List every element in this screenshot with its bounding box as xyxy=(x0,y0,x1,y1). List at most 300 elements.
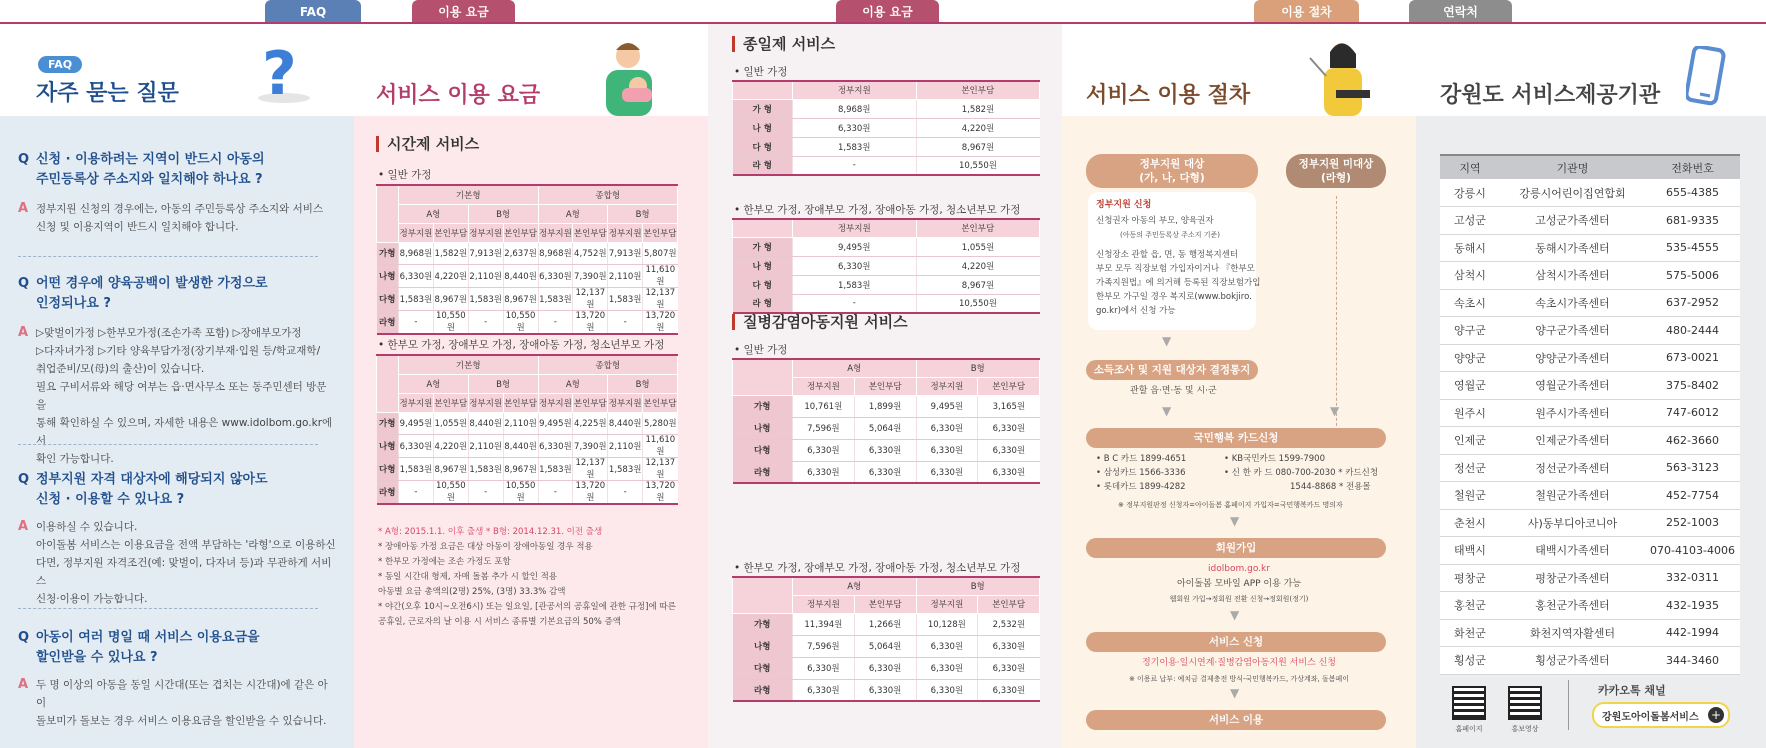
table-cell: 홍천군 xyxy=(1440,592,1500,620)
table-row xyxy=(377,185,678,204)
a-mark: A xyxy=(18,519,29,534)
table-cell: 나형 xyxy=(733,417,793,439)
q-mark: Q xyxy=(18,630,30,645)
table-header: A형 xyxy=(793,359,917,377)
table-cell: 4,220원 xyxy=(433,434,468,457)
table-cell: 6,330원 xyxy=(793,657,855,679)
table-cell: 다형 xyxy=(377,457,399,480)
table-header: 정부지원 xyxy=(608,223,643,242)
a-line: 통해 확인하실 수 있으며, 자세한 내용은 www.idolbom.go.kr에서 xyxy=(36,417,333,447)
table-cell: 화천군 xyxy=(1440,619,1500,647)
table-cell: 2,110원 xyxy=(503,412,538,434)
table-cell: 6,330원 xyxy=(854,439,916,461)
table-cell: 인제군 xyxy=(1440,427,1500,455)
table-cell: 영월군 xyxy=(1440,372,1500,400)
table-header: 본인부담 xyxy=(978,377,1040,395)
q-line: 어떤 경우에 양육공백이 발생한 가정으로 xyxy=(36,276,268,291)
note-4: * 동일 시간대 형제, 자매 돌봄 추가 시 할인 적용 xyxy=(378,572,558,582)
contact-header xyxy=(1416,24,1766,116)
table-cell: 10,550원 xyxy=(433,310,468,334)
table-cell: 2,637원 xyxy=(503,242,538,264)
a-line: 아이돌봄 서비스는 이용요금을 전액 부담하는 '라형'으로 이용하신 xyxy=(36,539,336,551)
table-cell: - xyxy=(468,480,503,504)
table-header: 종합형 xyxy=(538,185,678,204)
table-header: 전화번호 xyxy=(1645,155,1740,179)
card-line: • 신 한 카 드 080-700-2030 * 카드신청 xyxy=(1224,468,1379,478)
table-cell: 10,128원 xyxy=(916,613,978,635)
table-row xyxy=(733,613,1040,635)
table-cell: 655-4385 xyxy=(1645,179,1740,207)
table-cell: 12,137원 xyxy=(573,457,608,480)
table-cell: 3,165원 xyxy=(978,395,1040,417)
table-header: 정부지원 xyxy=(793,377,855,395)
table-row xyxy=(733,256,1040,275)
table-cell: 나 형 xyxy=(733,118,793,137)
table-cell: 10,550원 xyxy=(433,480,468,504)
faq-panel xyxy=(0,24,354,748)
table-header: 본인부담 xyxy=(916,219,1040,237)
a-line: 신청 및 이용지역이 반드시 일치해야 합니다. xyxy=(36,221,239,233)
table-header: 본인부담 xyxy=(643,393,678,412)
table-row xyxy=(1440,509,1740,537)
table-cell: 삼척시가족센터 xyxy=(1500,262,1645,290)
table-cell: 8,967원 xyxy=(433,287,468,310)
table-header: B형 xyxy=(608,374,678,393)
table-cell: 다형 xyxy=(733,657,793,679)
table-header: 본인부담 xyxy=(854,377,916,395)
table-cell: 홍천군가족센터 xyxy=(1500,592,1645,620)
table-cell: 13,720원 xyxy=(643,310,678,334)
table-cell: 나형 xyxy=(377,264,399,287)
table-cell: 라형 xyxy=(733,679,793,701)
table-cell: 6,330원 xyxy=(916,635,978,657)
a-mark: A xyxy=(18,677,29,692)
faq-badge: FAQ xyxy=(38,56,82,73)
table-row xyxy=(377,457,678,480)
table-row xyxy=(1440,564,1740,592)
question-mark-icon xyxy=(252,38,312,104)
apply-line: 한부모 가구일 경우 복지로(www.bokjiro. xyxy=(1096,292,1252,302)
table-cell: 양양군가족센터 xyxy=(1500,344,1645,372)
table-header xyxy=(733,359,793,395)
table-row xyxy=(733,439,1040,461)
svg-text:?: ? xyxy=(262,39,297,104)
fee-header xyxy=(354,24,708,116)
faq-title: 자주 묻는 질문 xyxy=(36,81,179,106)
table-cell: 8,967원 xyxy=(503,457,538,480)
table-header: 본인부담 xyxy=(854,595,916,613)
kakao-button-label: 강원도아이돌봄서비스 xyxy=(1602,712,1699,723)
table-cell: 6,330원 xyxy=(854,461,916,483)
table-header: 본인부담 xyxy=(433,223,468,242)
tab-contact[interactable]: 연락처 xyxy=(1409,0,1512,24)
table-cell: 가형 xyxy=(377,242,399,264)
table-row xyxy=(1440,482,1740,510)
table-cell: 9,495원 xyxy=(916,395,978,417)
a-mark: A xyxy=(18,201,29,216)
note-6: * 야간(오후 10시~오전6시) 또는 일요일, [관공서의 공휴일에 관한 규정]에 따른 xyxy=(378,602,676,612)
table-cell: 1,055원 xyxy=(433,412,468,434)
note-3: * 한부모 가정에는 조손 가정도 포함 xyxy=(378,557,511,567)
table-cell: 원주시가족센터 xyxy=(1500,399,1645,427)
table-row xyxy=(733,81,1040,99)
table-row xyxy=(733,219,1040,237)
table-cell: 고성군가족센터 xyxy=(1500,207,1645,235)
table-cell: 강릉시어린이집연합회 xyxy=(1500,179,1645,207)
procedure-panel xyxy=(1062,24,1416,748)
gov-support-target xyxy=(1086,154,1258,188)
table-row xyxy=(733,294,1040,313)
income-check-step: 소득조사 및 지원 대상자 결정통지 xyxy=(1086,360,1258,380)
table-cell: 6,330원 xyxy=(916,657,978,679)
table-cell: 원주시 xyxy=(1440,399,1500,427)
table-header: B형 xyxy=(468,204,538,223)
table-row xyxy=(1440,317,1740,345)
table-cell: 070-4103-4006 xyxy=(1645,537,1740,565)
table-cell: 6,330원 xyxy=(854,657,916,679)
full-day-table-special xyxy=(732,218,1040,314)
q-line: 할인받을 수 있나요 ? xyxy=(36,650,158,665)
hourly-service-title: 시간제 서비스 xyxy=(376,136,479,152)
table-header: 정부지원 xyxy=(793,81,917,99)
table-cell: 332-0311 xyxy=(1645,564,1740,592)
table-cell: - xyxy=(793,294,917,313)
table-cell: 1,583원 xyxy=(608,287,643,310)
table-cell: 양양군 xyxy=(1440,344,1500,372)
table-row xyxy=(1440,592,1740,620)
table-cell: 6,330원 xyxy=(978,461,1040,483)
table-cell: 462-3660 xyxy=(1645,427,1740,455)
table-cell: 1,055원 xyxy=(916,237,1040,256)
note-5: 아동별 요금 총액의(2명) 25%, (3명) 33.3% 감액 xyxy=(378,587,566,597)
chevron-down-icon: ▼ xyxy=(1230,686,1240,700)
table-cell: 속초시 xyxy=(1440,289,1500,317)
table-cell: 535-4555 xyxy=(1645,234,1740,262)
table-cell: 6,330원 xyxy=(978,635,1040,657)
table-cell: 5,807원 xyxy=(643,242,678,264)
table-cell: 375-8402 xyxy=(1645,372,1740,400)
table-cell: 8,967원 xyxy=(916,275,1040,294)
table-header: A형 xyxy=(793,577,917,595)
card-line: • B C 카드 1899-4651 xyxy=(1096,454,1187,464)
chevron-down-icon: ▼ xyxy=(1230,608,1240,622)
table-cell: 1,583원 xyxy=(538,457,573,480)
table-cell: 화천지역자활센터 xyxy=(1500,619,1645,647)
table-cell: 5,280원 xyxy=(643,412,678,434)
table-cell: 1,266원 xyxy=(854,613,916,635)
chevron-down-icon: ▼ xyxy=(1330,404,1340,418)
table-cell: 평창군가족센터 xyxy=(1500,564,1645,592)
table-row xyxy=(1440,647,1740,675)
table-row xyxy=(1440,427,1740,455)
signup-line: 아이돌봄 모바일 APP 이용 가능 xyxy=(1176,579,1302,589)
table-row xyxy=(377,434,678,457)
table-row xyxy=(733,395,1040,417)
table-row xyxy=(377,393,678,412)
table-header: 본인부담 xyxy=(978,595,1040,613)
pill-line: (라형) xyxy=(1321,172,1351,184)
table-cell: 인제군가족센터 xyxy=(1500,427,1645,455)
table-cell: 영월군가족센터 xyxy=(1500,372,1645,400)
q-line: 아동이 여러 명일 때 서비스 이용요금을 xyxy=(36,630,260,645)
table-cell: 7,390원 xyxy=(573,434,608,457)
general-home-label: • 일반 가정 xyxy=(734,344,788,356)
table-cell: 8,440원 xyxy=(503,434,538,457)
table-row xyxy=(733,99,1040,118)
table-row xyxy=(377,223,678,242)
a-line: 돌보미가 돌보는 경우 서비스 이용요금을 할인받을 수 있습니다. xyxy=(36,715,327,727)
table-cell: 삼척시 xyxy=(1440,262,1500,290)
a-line: 확인 가능합니다. xyxy=(36,453,114,465)
tab-faq[interactable]: FAQ xyxy=(265,0,361,24)
table-cell: 6,330원 xyxy=(399,264,434,287)
table-cell: 6,330원 xyxy=(538,434,573,457)
pill-line: (가, 나, 다형) xyxy=(1139,172,1205,184)
guide-illustration xyxy=(1300,38,1380,116)
table-cell: - xyxy=(399,310,434,334)
table-cell: 252-1003 xyxy=(1645,509,1740,537)
table-cell: 다 형 xyxy=(733,275,793,294)
tab-fee[interactable]: 이용 요금 xyxy=(412,0,515,24)
table-row xyxy=(1440,372,1740,400)
card-line: • 롯데카드 1899-4282 xyxy=(1096,482,1186,492)
tab-fee-2[interactable]: 이용 요금 xyxy=(836,0,939,24)
table-cell: 춘천시 xyxy=(1440,509,1500,537)
table-cell: - xyxy=(468,310,503,334)
table-cell: 6,330원 xyxy=(978,657,1040,679)
provider-table xyxy=(1440,154,1740,675)
table-row xyxy=(733,359,1040,377)
table-header: 기관명 xyxy=(1500,155,1645,179)
table-cell: 12,137원 xyxy=(643,287,678,310)
q-mark: Q xyxy=(18,152,30,167)
table-cell: 747-6012 xyxy=(1645,399,1740,427)
chevron-down-icon: ▼ xyxy=(1230,514,1240,528)
table-cell: 9,495원 xyxy=(399,412,434,434)
table-cell: 태백시가족센터 xyxy=(1500,537,1645,565)
table-cell: 라 형 xyxy=(733,294,793,313)
service-apply-note: ※ 이용료 납부: 예치금 결제충전 방식-국민행복카드, 가상계좌, 돌봄페이 xyxy=(1128,675,1350,683)
table-row xyxy=(733,275,1040,294)
table-cell: 6,330원 xyxy=(793,256,917,275)
table-cell: 6,330원 xyxy=(399,434,434,457)
table-cell: 12,137원 xyxy=(573,287,608,310)
phone-icon xyxy=(1686,46,1726,106)
apply-line: 신청장소 관할 읍, 면, 동 행정복지센터 xyxy=(1096,250,1239,260)
table-cell: 6,330원 xyxy=(916,679,978,701)
table-row xyxy=(377,355,678,374)
chevron-down-icon: ▼ xyxy=(1162,334,1172,348)
table-cell: 2,110원 xyxy=(468,434,503,457)
table-row xyxy=(377,374,678,393)
table-cell: 평창군 xyxy=(1440,564,1500,592)
table-header: 본인부담 xyxy=(503,223,538,242)
single-parent-label: • 한부모 가정, 장애부모 가정, 장애아동 가정, 청소년부모 가정 xyxy=(734,204,1021,216)
table-cell: 1,582원 xyxy=(433,242,468,264)
table-cell: 8,967원 xyxy=(503,287,538,310)
fee-title: 서비스 이용 요금 xyxy=(376,83,541,108)
table-cell: 4,752원 xyxy=(573,242,608,264)
table-header: 본인부담 xyxy=(503,393,538,412)
table-cell: 횡성군가족센터 xyxy=(1500,647,1645,675)
table-row xyxy=(733,417,1040,439)
table-cell: 라 형 xyxy=(733,156,793,175)
q-line: 정부지원 자격 대상자에 해당되지 않아도 xyxy=(36,472,268,487)
card-line: • KB국민카드 1599-7900 xyxy=(1224,454,1325,464)
table-row xyxy=(1440,234,1740,262)
apply-line: (아동의 주민등록상 주소지 기준) xyxy=(1120,231,1221,239)
table-row xyxy=(733,635,1040,657)
table-cell: 452-7754 xyxy=(1645,482,1740,510)
table-header: 본인부담 xyxy=(573,393,608,412)
faq-divider xyxy=(18,608,318,609)
signup-step: 회원가입 xyxy=(1086,538,1386,558)
table-cell: 7,913원 xyxy=(468,242,503,264)
kakao-channel-button[interactable] xyxy=(1592,702,1730,728)
table-header: B형 xyxy=(608,204,678,223)
table-header: 기본형 xyxy=(399,355,539,374)
table-cell: 나형 xyxy=(733,635,793,657)
card-apply-step: 국민행복 카드신청 xyxy=(1086,428,1386,448)
table-cell: 442-1994 xyxy=(1645,619,1740,647)
table-cell: 10,550원 xyxy=(916,294,1040,313)
table-row xyxy=(377,287,678,310)
table-cell: 6,330원 xyxy=(538,264,573,287)
faq-divider xyxy=(18,256,318,257)
table-row xyxy=(377,264,678,287)
table-cell: 다 형 xyxy=(733,137,793,156)
table-row xyxy=(1440,399,1740,427)
table-header: 정부지원 xyxy=(608,393,643,412)
signup-url[interactable]: idolbom.go.kr xyxy=(1208,564,1270,574)
single-parent-label: • 한부모 가정, 장애부모 가정, 장애아동 가정, 청소년부모 가정 xyxy=(734,562,1021,574)
apply-line: 부모 모두 직장보험 가입자이거나 『한부모 xyxy=(1096,264,1255,274)
income-check-sub: 관할 읍·면·동 및 시·군 xyxy=(1130,386,1217,396)
table-header: A형 xyxy=(399,374,469,393)
a-line: 필요 구비서류와 해당 여부는 읍·면사무소 또는 동주민센터 방문을 xyxy=(36,381,327,411)
table-cell: 라형 xyxy=(733,461,793,483)
table-cell: 8,440원 xyxy=(468,412,503,434)
table-cell: 6,330원 xyxy=(793,439,855,461)
table-cell: 6,330원 xyxy=(978,679,1040,701)
qr-homepage[interactable] xyxy=(1452,686,1486,720)
table-cell: 8,440원 xyxy=(503,264,538,287)
table-cell: 6,330원 xyxy=(854,679,916,701)
table-cell: 8,968원 xyxy=(793,99,917,118)
table-cell: 1,583원 xyxy=(608,457,643,480)
table-header: 본인부담 xyxy=(643,223,678,242)
a-line: 두 명 이상의 아동을 동일 시간대(또는 겹치는 시간대)에 같은 아이 xyxy=(36,679,328,709)
caregiver-illustration xyxy=(588,38,670,116)
table-cell: 가 형 xyxy=(733,237,793,256)
hourly-fee-table-general xyxy=(376,184,678,335)
table-cell: 1,583원 xyxy=(793,137,917,156)
table-cell: 가형 xyxy=(377,412,399,434)
service-apply-step: 서비스 신청 xyxy=(1086,632,1386,652)
table-header: B형 xyxy=(916,577,1040,595)
a-line: ▷맞벌이가정 ▷한부모가정(조손가족 포함) ▷장애부모가정 xyxy=(36,327,302,339)
table-cell: 1,583원 xyxy=(793,275,917,294)
table-row xyxy=(377,310,678,334)
table-cell: 10,550원 xyxy=(503,310,538,334)
full-day-table-general xyxy=(732,80,1040,176)
table-cell: 8,967원 xyxy=(916,137,1040,156)
table-header xyxy=(733,219,793,237)
table-row xyxy=(1440,537,1740,565)
apply-line: go.kr)에서 신청 가능 xyxy=(1096,306,1176,316)
table-cell: 11,394원 xyxy=(793,613,855,635)
table-cell: 681-9335 xyxy=(1645,207,1740,235)
qr-promo-label: 홍보영상 xyxy=(1511,725,1539,733)
table-row xyxy=(1440,262,1740,290)
table-cell: 4,220원 xyxy=(916,256,1040,275)
table-cell: 13,720원 xyxy=(573,310,608,334)
table-row xyxy=(733,118,1040,137)
apply-line: 신청권자 아동의 부모, 양육권자 xyxy=(1096,216,1214,226)
table-cell: 7,596원 xyxy=(793,635,855,657)
table-cell: 13,720원 xyxy=(573,480,608,504)
table-cell: 라형 xyxy=(377,480,399,504)
table-cell: 12,137원 xyxy=(643,457,678,480)
table-cell: 8,968원 xyxy=(399,242,434,264)
fee-panel xyxy=(354,24,708,748)
table-cell: - xyxy=(793,156,917,175)
table-cell: 9,495원 xyxy=(793,237,917,256)
table-cell: 7,913원 xyxy=(608,242,643,264)
table-header: 정부지원 xyxy=(468,393,503,412)
faq-header xyxy=(0,24,354,116)
table-cell: 1,583원 xyxy=(468,457,503,480)
a-mark: A xyxy=(18,325,29,340)
table-cell: 철원군 xyxy=(1440,482,1500,510)
signup-line: 웹회원 가입→정회원 전환 신청→정회원(정기) xyxy=(1169,595,1309,603)
table-cell: 1,583원 xyxy=(468,287,503,310)
table-cell: 6,330원 xyxy=(793,118,917,137)
table-cell: 10,761원 xyxy=(793,395,855,417)
note-7: 공휴일, 근로자의 날 이용 시 서비스 종류별 기본요금의 50% 증액 xyxy=(378,617,621,627)
procedure-title: 서비스 이용 절차 xyxy=(1086,83,1251,108)
table-header: 정부지원 xyxy=(538,223,573,242)
note-1: * A형: 2015.1.1. 이후 출생 * B형: 2014.12.31. 이전 출생 xyxy=(378,527,603,537)
table-cell: 13,720원 xyxy=(643,480,678,504)
q-line: 신청 · 이용할 수 있나요 ? xyxy=(36,492,185,507)
card-note: ※ 정부지원판정 신청자=아이돌봄 홈페이지 가입자=국민행복카드 명의자 xyxy=(1118,501,1343,509)
table-cell: 다형 xyxy=(733,439,793,461)
sick-child-service-title: 질병감염아동지원 서비스 xyxy=(732,314,908,330)
table-cell: 432-1935 xyxy=(1645,592,1740,620)
table-row xyxy=(1440,619,1740,647)
table-row xyxy=(733,137,1040,156)
tab-procedure[interactable]: 이용 절차 xyxy=(1254,0,1359,24)
table-cell: - xyxy=(399,480,434,504)
dashed-connector xyxy=(1336,196,1337,436)
table-cell: 480-2444 xyxy=(1645,317,1740,345)
table-cell: 673-0021 xyxy=(1645,344,1740,372)
table-cell: 양구군가족센터 xyxy=(1500,317,1645,345)
table-cell: 2,110원 xyxy=(608,264,643,287)
table-cell: 11,610원 xyxy=(643,264,678,287)
general-home-label: • 일반 가정 xyxy=(378,169,432,181)
table-header: 정부지원 xyxy=(468,223,503,242)
table-cell: 11,610원 xyxy=(643,434,678,457)
a-line: 신청·이용이 가능합니다. xyxy=(36,593,148,605)
full-day-service-title: 종일제 서비스 xyxy=(732,36,835,52)
table-header: A형 xyxy=(399,204,469,223)
table-header xyxy=(733,81,793,99)
service-use-step: 서비스 이용 xyxy=(1086,710,1386,730)
table-header: 정부지원 xyxy=(916,377,978,395)
qr-promo-video[interactable] xyxy=(1508,686,1542,720)
